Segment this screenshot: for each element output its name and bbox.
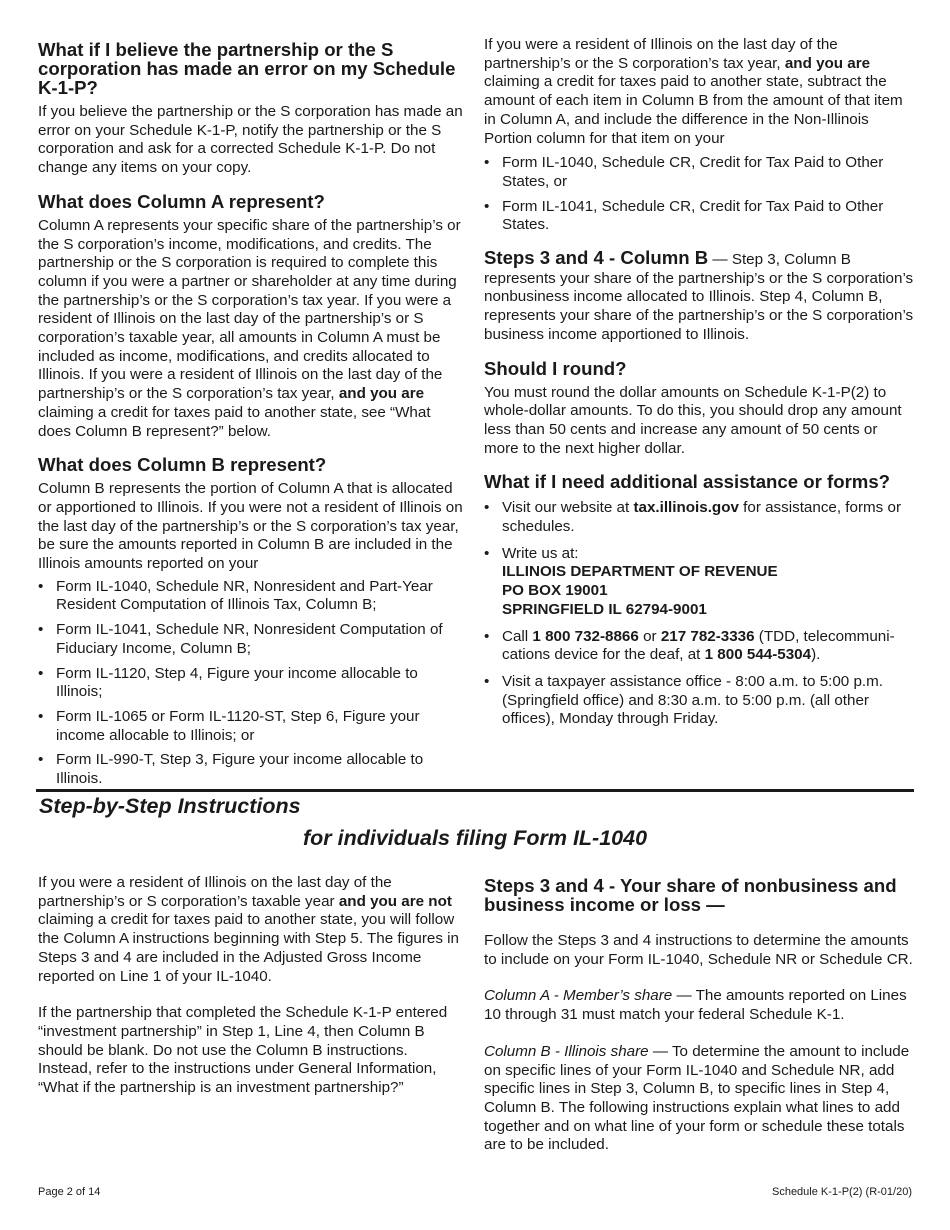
section-title: Step-by-Step Instructions	[39, 794, 301, 818]
assistance-heading: What if I need additional assistance or forms?	[484, 471, 891, 493]
list-item: • Visit our website at tax.illinois.gov for assistance, forms or schedules.	[484, 499, 914, 536]
bottom-left-column	[38, 874, 463, 1098]
column-b-form-list	[38, 578, 463, 789]
column-b-body: Column B represents the portion of Column A that is allocated or apportioned to Illinois. If you were not a resident of Illinois on the last day of the partnership’s or the S corporation’s tax year, be sure the amounts reported in Column B are included in the Illinois amounts reported on your	[38, 480, 463, 573]
section-subtitle: for individuals filing Form IL-1040	[303, 826, 648, 850]
steps-3-4-share-heading: Steps 3 and 4 - Your share of nonbusiness and business income or loss —	[484, 875, 897, 915]
phone-number: 1 800 544-5304	[704, 646, 812, 664]
bottom-right-column	[484, 876, 914, 1155]
website-link[interactable]: tax.illinois.gov	[633, 499, 739, 517]
column-a-member-share: Column A - Member’s share — The amounts reported on Lines 10 through 31 must match your federal Schedule K-1.	[484, 987, 907, 1024]
assistance-list	[484, 499, 914, 729]
column-b-heading: What does Column B represent?	[38, 454, 327, 476]
address-line: PO BOX 19001	[502, 582, 608, 600]
steps-3-4-column-b: Steps 3 and 4 - Column B — Step 3, Column B represents your share of the partnership’s or the S corporation’s nonbusiness income allocated to Illinois. Step 4, Column B, represents your share of the partnership’s or the S corporation’s business income apportioned to Illinois.	[484, 247, 914, 343]
list-item: • Form IL-1041, Schedule CR, Credit for Tax Paid to Other States.	[484, 198, 914, 235]
schedule-cr-list	[484, 154, 914, 235]
list-item: • Form IL-1040, Schedule CR, Credit for Tax Paid to Other States, or	[484, 154, 914, 191]
form-identifier: Schedule K-1-P(2) (R-01/20)	[771, 1186, 912, 1198]
list-item: • Form IL-1040, Schedule NR, Nonresident and Part-Year Resident Computation of Illinois Tax, Column B;	[38, 578, 463, 615]
list-item: • Write us at: ILLINOIS DEPARTMENT OF REVENUE PO BOX 19001 SPRINGFIELD IL 62794-9001	[484, 545, 914, 620]
steps-3-4-heading: Steps 3 and 4 - Column B	[484, 247, 709, 269]
error-heading: What if I believe the partnership or the S corporation has made an error on my Schedule K-1-P?	[38, 39, 456, 98]
follow-steps-paragraph: Follow the Steps 3 and 4 instructions to determine the amounts to include on your Form IL-1040, Schedule NR or Schedule CR.	[484, 932, 913, 968]
error-body: If you believe the partnership or the S corporation has made an error on your Schedule K-1-P, notify the partnership or the S corporation and ask for a corrected Schedule K-1-P. Do not change any items on your copy.	[38, 103, 463, 177]
list-item: • Call 1 800 732-8866 or 217 782-3336 (TDD, telecommuni-cations device for the deaf, at 1 800 544-5304).	[484, 628, 914, 665]
column-a-body: Column A represents your specific share of the partnership’s or the S corporation’s income, modifications, and credits. The partnership or the S corporation is required to complete this column if you were a partner or shareholder at any time during the partnership’s or the S corporation’s tax year. If you were a resident of Illinois on the last day of the partnership’s or S corporation’s taxable year, all amounts in Column A must be included as income, modifications, and credits allocated to Illinois. If you were a resident of Illinois on the last day of the partnership’s or the S corporation’s tax year, and you are claiming a credit for taxes paid to another state, see “What does Column B represent?” below.	[38, 216, 461, 440]
list-item: • Form IL-1065 or Form IL-1120-ST, Step 6, Figure your income allocable to Illinois; or	[38, 708, 463, 745]
round-body: You must round the dollar amounts on Schedule K-1-P(2) to whole-dollar amounts. To do this, you should drop any amount less than 50 cents and increase any amount of 50 cents or more to the next higher dollar.	[484, 383, 902, 457]
page-number: Page 2 of 14	[38, 1186, 101, 1198]
list-item: • Form IL-990-T, Step 3, Figure your income allocable to Illinois.	[38, 751, 463, 788]
list-item: • Visit a taxpayer assistance office - 8:00 a.m. to 5:00 p.m. (Springfield office) and 8:30 a.m. to 5:00 p.m. (all other offices), Monday through Friday.	[484, 673, 914, 729]
column-b-illinois-share: Column B - Illinois share — To determine the amount to include on specific lines of your Form IL-1040 and Schedule NR, add specific lines in Step 3, Column B, to specific lines in Step 4, Column B. The following instructions explain what lines to add together and on what line of your form or schedule these totals are to be included.	[484, 1042, 910, 1154]
investment-partnership-paragraph: If the partnership that completed the Schedule K-1-P entered “investment partnership” in Step 1, Line 4, then Column B should be blank. Do not use the Column B instructions. Instead, refer to the instructions under General Information, “What if the partnership is an investment partnership?”	[38, 1004, 448, 1097]
phone-number: 217 782-3336	[660, 627, 755, 645]
list-item: • Form IL-1041, Schedule NR, Nonresident Computation of Fiduciary Income, Column B;	[38, 621, 463, 658]
list-item: • Form IL-1120, Step 4, Figure your income allocable to Illinois;	[38, 665, 463, 702]
top-right-column	[484, 36, 914, 729]
round-heading: Should I round?	[484, 357, 627, 379]
section-divider	[36, 789, 914, 792]
not-claiming-paragraph: If you were a resident of Illinois on the last day of the partnership’s or S corporation’s taxable year and you are not claiming a credit for taxes paid to another state, you will follow the Column A instructions beginning with Step 5. The figures in Steps 3 and 4 are included in the Adjusted Gross Income reported on Line 1 of your IL-1040.	[38, 874, 459, 985]
address-line: SPRINGFIELD IL 62794-9001	[502, 600, 707, 618]
phone-number: 1 800 732-8866	[532, 627, 639, 645]
column-a-heading: What does Column A represent?	[38, 190, 325, 212]
resident-body: If you were a resident of Illinois on the last day of the partnership’s or the S corporation’s tax year, and you are claiming a credit for taxes paid to another state, subtract the amount of each item in Column B from the amount of that item in Column A, and include the difference in the Non-Illinois Portion column for that item on your	[484, 36, 903, 147]
address-line: ILLINOIS DEPARTMENT OF REVENUE	[502, 563, 778, 581]
top-left-column	[38, 40, 463, 789]
